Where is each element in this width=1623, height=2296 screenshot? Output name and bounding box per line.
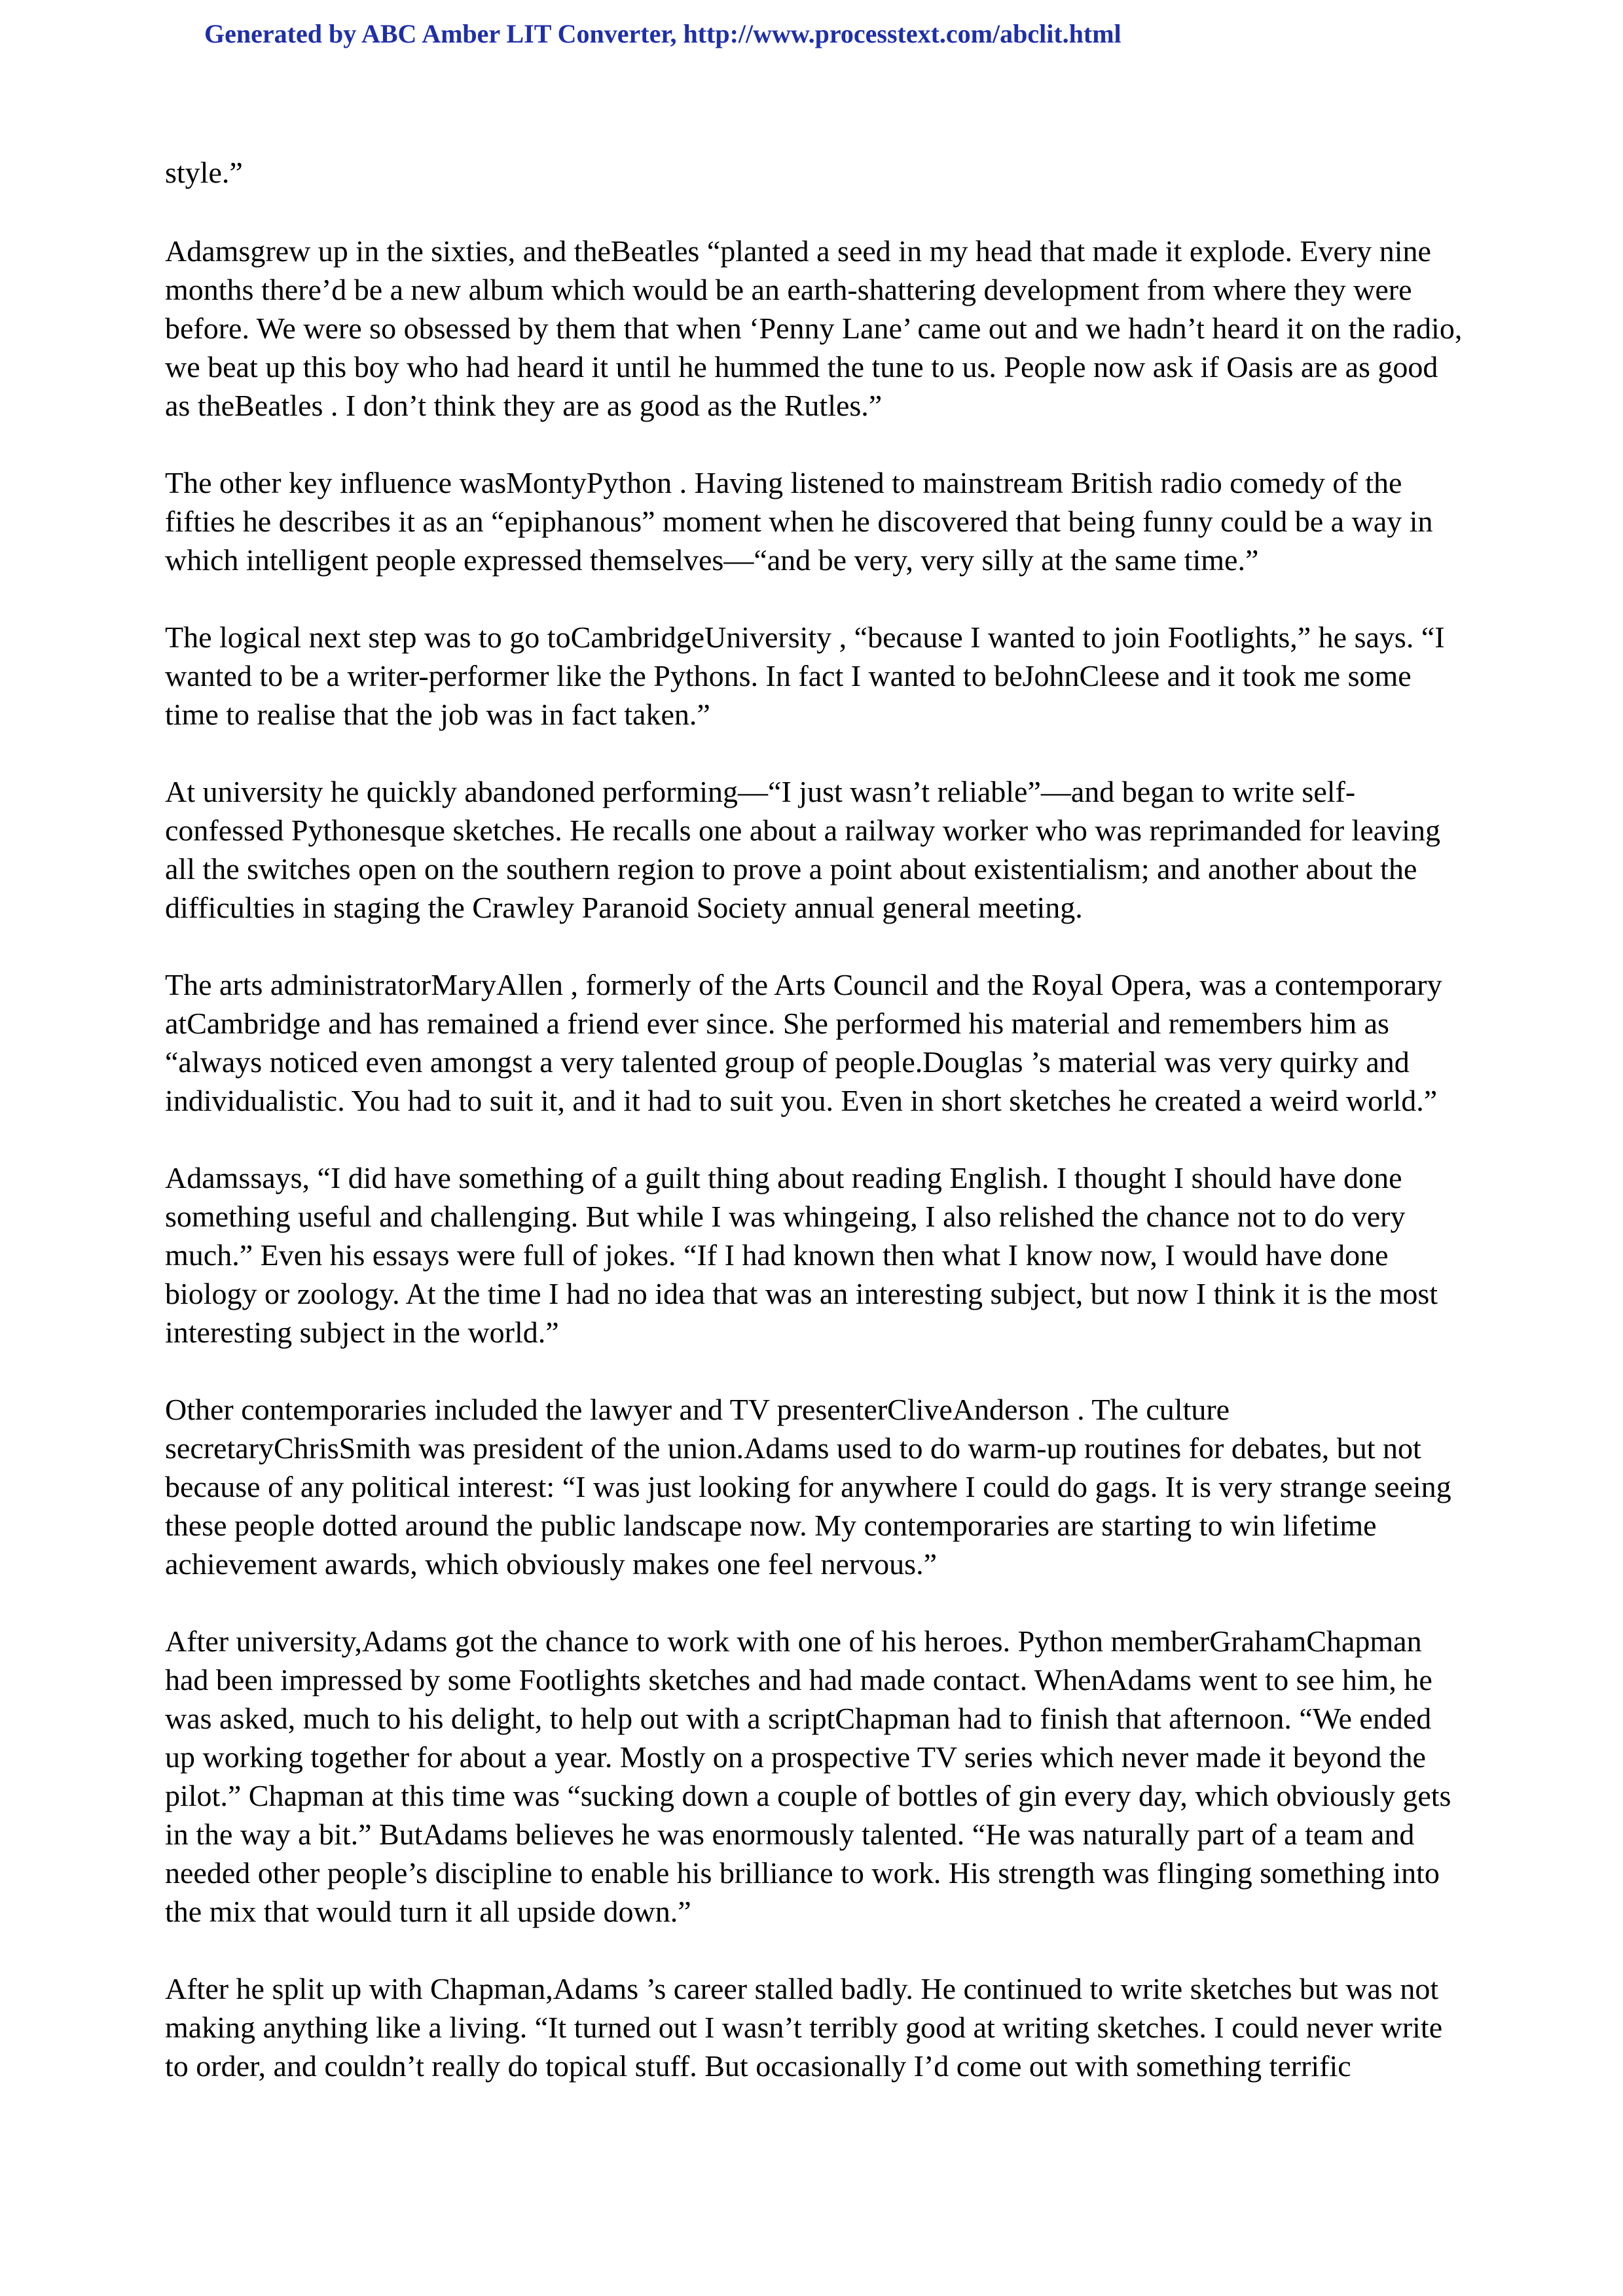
- paragraph-4: The logical next step was to go toCambridgeUniversity , “because I wanted to join Footlights,” he says. “I wanted to be a writer-performer like the Pythons. In fact I wanted to beJohnCleese and it took me some time to realise that the job was in fact taken.”: [165, 620, 1445, 731]
- paragraph-1: style.”: [165, 156, 243, 189]
- paragraph-7: Adamssays, “I did have something of a guilt thing about reading English. I thought I should have done something useful and challenging. But while I was whingeing, I also relished the chance not to do very much.” Even his essays were full of jokes. “If I had known then what I know now, I would have done biology or zoology. At the time I had no idea that was an interesting subject, but now I think it is the most interesting subject in the world.”: [165, 1161, 1438, 1349]
- paragraph-3: The other key influence wasMontyPython . Having listened to mainstream British radio comedy of the fifties he describes it as an “epiphanous” moment when he discovered that being funny could be a way in which intelligent people expressed themselves—“and be very, very silly at the same time.”: [165, 466, 1433, 577]
- paragraph-5: At university he quickly abandoned performing—“I just wasn’t reliable”—and began to write self-confessed Pythonesque sketches. He recalls one about a railway worker who was reprimanded for leaving all the switches open on the southern region to prove a point about existentialism; and another about the difficulties in staging the Crawley Paranoid Society annual general meeting.: [165, 775, 1440, 924]
- converter-header: Generated by ABC Amber LIT Converter, http://www.processtext.com/abclit.html: [204, 19, 1122, 48]
- paragraph-2: Adamsgrew up in the sixties, and theBeatles “planted a seed in my head that made it explode. Every nine months there’d be a new album which would be an earth-shattering development from where they were before. We were so obsessed by them that when ‘Penny Lane’ came out and we hadn’t heard it on the radio, we beat up this boy who had heard it until he hummed the tune to us. People now ask if Oasis are as good as theBeatles . I don’t think they are as good as the Rutles.”: [165, 234, 1463, 422]
- paragraph-8: Other contemporaries included the lawyer and TV presenterCliveAnderson . The culture secretaryChrisSmith was president of the union.Adams used to do warm-up routines for debates, but not because of any political interest: “I was just looking for anywhere I could do gags. It is very strange seeing these people dotted around the public landscape now. My contemporaries are starting to win lifetime achievement awards, which obviously makes one feel nervous.”: [165, 1393, 1451, 1581]
- document-body: [165, 153, 1468, 2124]
- paragraph-10: After he split up with Chapman,Adams ’s career stalled badly. He continued to write sketches but was not making anything like a living. “It turned out I wasn’t terribly good at writing sketches. I could never write to order, and couldn’t really do topical stuff. But occasionally I’d come out with something terrific: [165, 1972, 1443, 2083]
- paragraph-9: After university,Adams got the chance to work with one of his heroes. Python memberGrahamChapman had been impressed by some Footlights sketches and had made contact. WhenAdams went to see him, he was asked, much to his delight, to help out with a scriptChapman had to finish that afternoon. “We ended up working together for about a year. Mostly on a prospective TV series which never made it beyond the pilot.” Chapman at this time was “sucking down a couple of bottles of gin every day, which obviously gets in the way a bit.” ButAdams believes he was enormously talented. “He was naturally part of a team and needed other people’s discipline to enable his brilliance to work. His strength was flinging something into the mix that would turn it all upside down.”: [165, 1624, 1451, 1928]
- paragraph-6: The arts administratorMaryAllen , formerly of the Arts Council and the Royal Opera, was a contemporary atCambridge and has remained a friend ever since. She performed his material and remembers him as “always noticed even amongst a very talented group of people.Douglas ’s material was very quirky and individualistic. You had to suit it, and it had to suit you. Even in short sketches he created a weird world.”: [165, 968, 1442, 1117]
